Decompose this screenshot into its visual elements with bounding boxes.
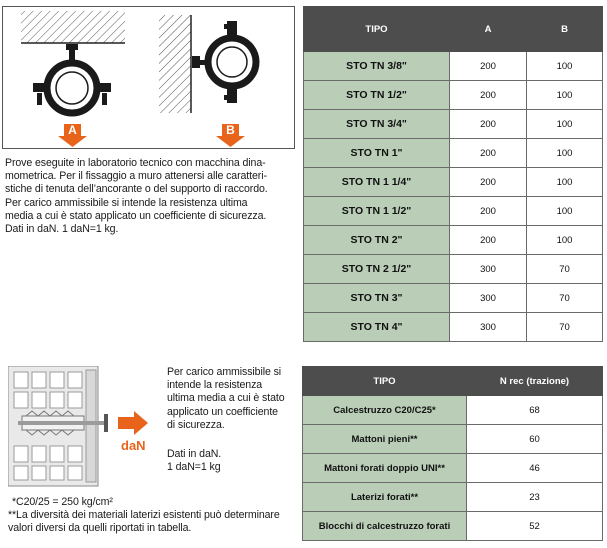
cell-a: 200 (450, 168, 527, 197)
cell-material: Blocchi di calcestruzzo forati (303, 512, 467, 541)
arrow-a (58, 123, 87, 147)
cell-type: STO TN 3/8" (304, 52, 450, 81)
cell-n-rec: 23 (467, 483, 603, 512)
cell-a: 200 (450, 52, 527, 81)
cell-type: STO TN 3/4" (304, 110, 450, 139)
column-header-b: B (527, 7, 603, 52)
cell-b: 100 (527, 197, 603, 226)
table-row (304, 52, 603, 81)
ceiling-hatch (21, 11, 125, 43)
cell-type: STO TN 3" (304, 284, 450, 313)
wall-hatch (159, 15, 191, 113)
cell-type: STO TN 1 1/2" (304, 197, 450, 226)
clamp-diagram-svg (3, 7, 296, 150)
cell-b: 100 (527, 226, 603, 255)
cell-b: 100 (527, 168, 603, 197)
table-row (304, 313, 603, 342)
cell-a: 300 (450, 313, 527, 342)
cell-a: 300 (450, 284, 527, 313)
table-header-row (303, 367, 603, 396)
anchor-diagram (8, 366, 156, 488)
column-header-n-rec: N rec (trazione) (467, 367, 603, 396)
cell-a: 200 (450, 110, 527, 139)
clamp-diagram (2, 6, 295, 149)
intro-paragraph: Prove eseguite in laboratorio tecnico con macchina dina- mometrica. Per il fissaggio a muro attenersi alle caratteri- stiche di tenuta dell’ancorante o del supporto di raccordo. Per carico ammissibile si intende la resistenza ultima media a cui è stato applicato un coefficiente di sicurezza. Dati in daN. 1 daN=1 kg. (5, 157, 268, 236)
cell-material: Laterizi forati** (303, 483, 467, 512)
arrow-b-label: B (226, 123, 235, 137)
cell-type: STO TN 4" (304, 313, 450, 342)
cell-type: STO TN 1" (304, 139, 450, 168)
cell-type: STO TN 2 1/2" (304, 255, 450, 284)
arrow-b (216, 123, 245, 147)
cell-b: 100 (527, 110, 603, 139)
table-row (304, 110, 603, 139)
cell-b: 100 (527, 139, 603, 168)
clamp-load-table (303, 6, 603, 342)
footnote-materials: **La diversità dei materiali laterizi esistenti può determinare valori diversi da quelli riportati in tabella. (8, 509, 280, 535)
cell-n-rec: 52 (467, 512, 603, 541)
cell-type: STO TN 2" (304, 226, 450, 255)
table-row (304, 168, 603, 197)
anchor-load-table (302, 366, 603, 541)
cell-b: 100 (527, 81, 603, 110)
cell-material: Mattoni forati doppio UNI** (303, 454, 467, 483)
table-row (303, 425, 603, 454)
cell-a: 300 (450, 255, 527, 284)
table-row (304, 81, 603, 110)
force-arrow (118, 411, 148, 435)
units-paragraph: Dati in daN. 1 daN=1 kg (167, 448, 222, 474)
table-row (303, 512, 603, 541)
table-row (303, 454, 603, 483)
column-header-a: A (450, 7, 527, 52)
cell-a: 200 (450, 226, 527, 255)
arrow-a-label: A (68, 123, 77, 137)
clamp-a (33, 44, 111, 113)
column-header-tipo: TIPO (303, 367, 467, 396)
anchor-diagram-svg (8, 366, 156, 488)
cell-b: 70 (527, 284, 603, 313)
cell-n-rec: 68 (467, 396, 603, 425)
force-label: daN (121, 438, 146, 453)
cell-material: Mattoni pieni** (303, 425, 467, 454)
cell-b: 70 (527, 255, 603, 284)
cell-n-rec: 46 (467, 454, 603, 483)
table-header-row (304, 7, 603, 52)
table-row (304, 284, 603, 313)
cell-b: 70 (527, 313, 603, 342)
cell-type: STO TN 1 1/4" (304, 168, 450, 197)
cell-n-rec: 60 (467, 425, 603, 454)
cell-a: 200 (450, 81, 527, 110)
table-row (303, 396, 603, 425)
cell-a: 200 (450, 139, 527, 168)
table-row (304, 226, 603, 255)
clamp-b (192, 21, 256, 103)
table-row (304, 139, 603, 168)
load-paragraph: Per carico ammissibile si intende la resistenza ultima media a cui è stato applicato un coefficiente di sicurezza. (167, 366, 285, 431)
footnote-concrete: *C20/25 = 250 kg/cm² (12, 496, 113, 508)
cell-a: 200 (450, 197, 527, 226)
cell-material: Calcestruzzo C20/C25* (303, 396, 467, 425)
table-row (303, 483, 603, 512)
cell-type: STO TN 1/2" (304, 81, 450, 110)
table-row (304, 255, 603, 284)
cell-b: 100 (527, 52, 603, 81)
table-row (304, 197, 603, 226)
column-header-tipo: TIPO (304, 7, 450, 52)
